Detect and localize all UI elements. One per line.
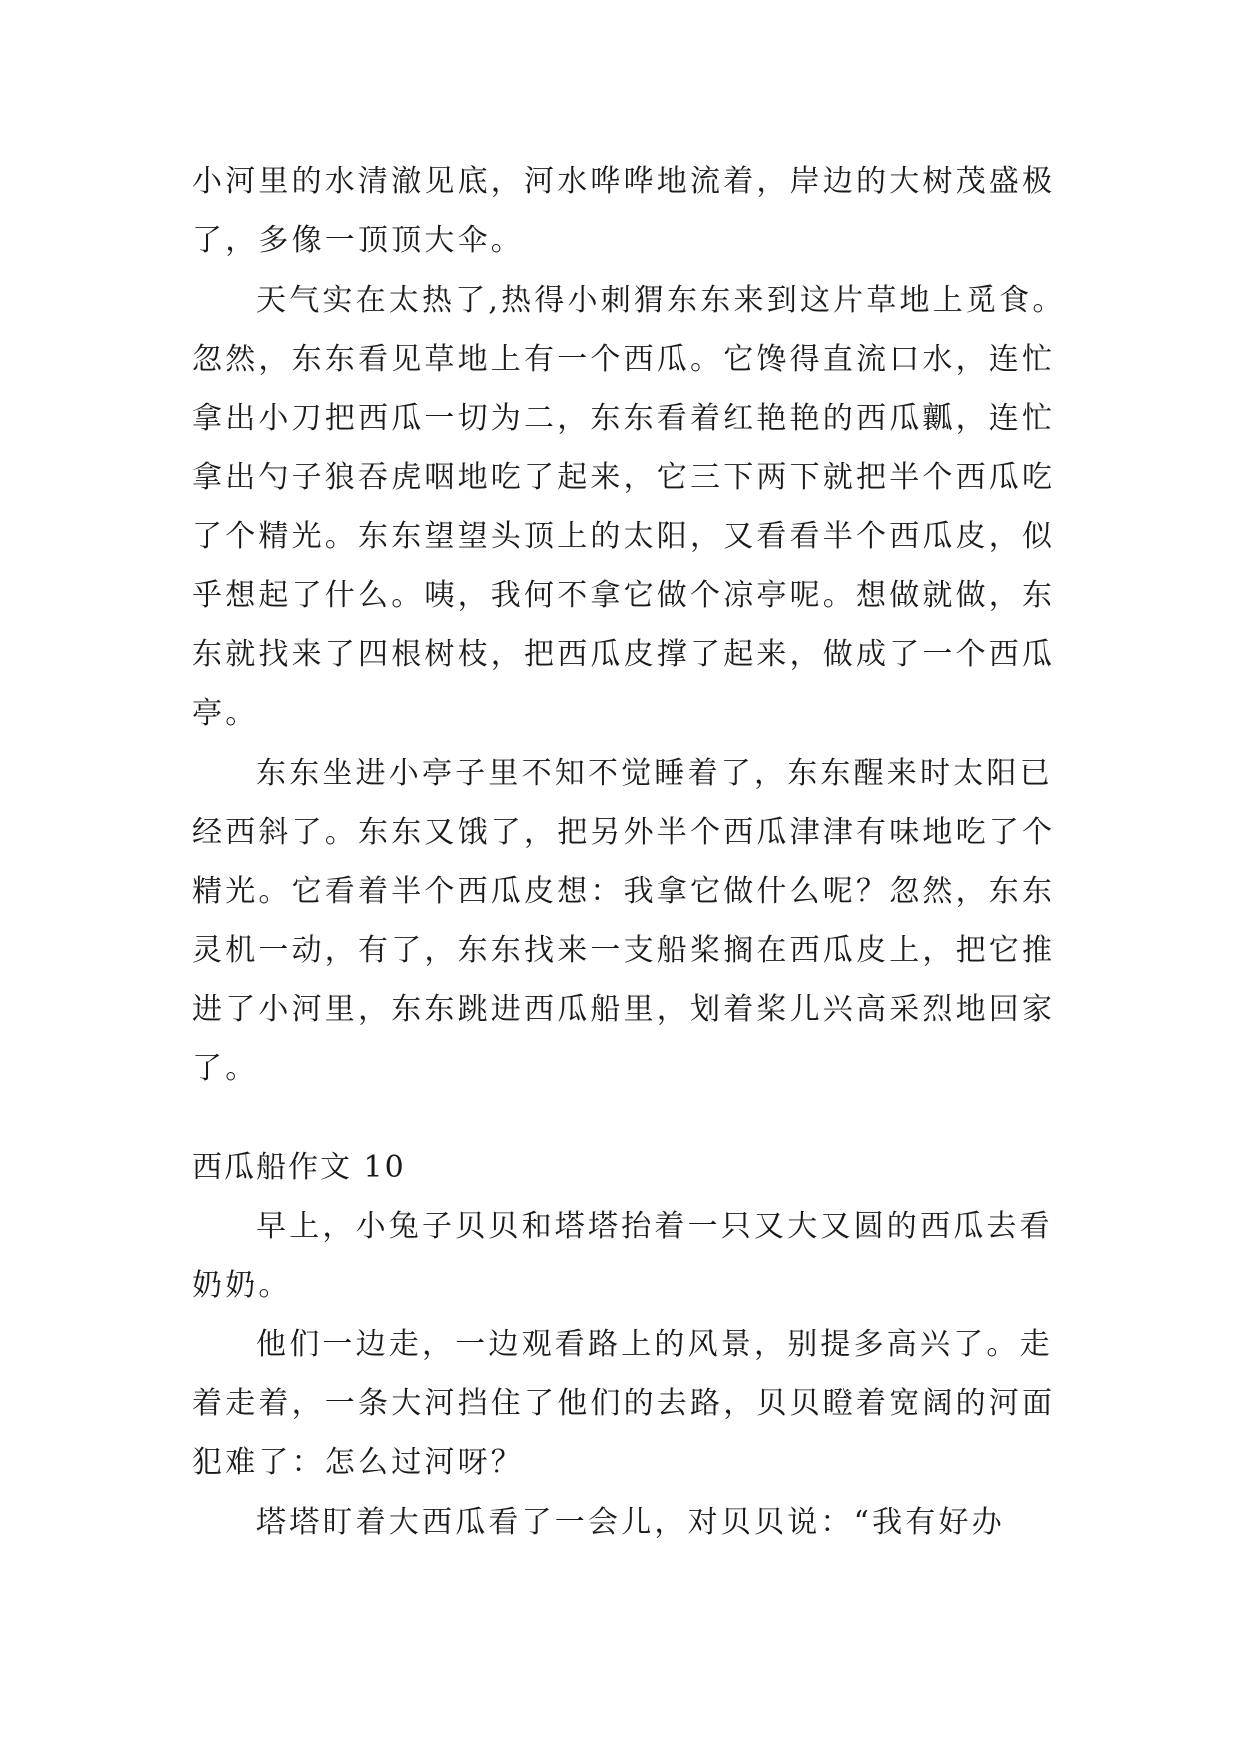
text-line: 东东坐进小亭子里不知不觉睡着了，东东醒来时太阳已 bbox=[256, 756, 1053, 791]
text-line: 灵机一动，有了，东东找来一支船桨搁在西瓜皮上，把它推 bbox=[192, 933, 1056, 968]
text-line: 天气实在太热了,热得小刺猬东东来到这片草地上觅食。 bbox=[256, 283, 1066, 318]
text-line: 早上，小兔子贝贝和塔塔抬着一只又大又圆的西瓜去看 bbox=[256, 1209, 1053, 1244]
text-line: 东就找来了四根树枝，把西瓜皮撑了起来，做成了一个西瓜 bbox=[192, 637, 1056, 672]
text-line: 犯难了：怎么过河呀？ bbox=[192, 1445, 524, 1480]
text-line: 乎想起了什么。咦，我何不拿它做个凉亭呢。想做就做，东 bbox=[192, 578, 1056, 613]
text-line: 小河里的水清澈见底，河水哗哗地流着，岸边的大树茂盛极 bbox=[192, 164, 1056, 199]
text-line: 着走着，一条大河挡住了他们的去路，贝贝瞪着宽阔的河面 bbox=[192, 1386, 1056, 1421]
text-line: 了，多像一顶顶大伞。 bbox=[192, 223, 524, 258]
text-line: 了。 bbox=[192, 1051, 259, 1086]
text-line: 经西斜了。东东又饿了，把另外半个西瓜津津有味地吃了个 bbox=[192, 815, 1056, 850]
section-heading: 西瓜船作文 10 bbox=[192, 1150, 406, 1185]
text-line: 塔塔盯着大西瓜看了一会儿，对贝贝说：“我有好办 bbox=[256, 1505, 1005, 1540]
text-line: 了个精光。东东望望头顶上的太阳，又看看半个西瓜皮，似 bbox=[192, 519, 1056, 554]
text-line: 进了小河里，东东跳进西瓜船里，划着桨儿兴高采烈地回家 bbox=[192, 992, 1056, 1027]
text-line: 忽然，东东看见草地上有一个西瓜。它馋得直流口水，连忙 bbox=[192, 342, 1056, 377]
text-line: 他们一边走，一边观看路上的风景，别提多高兴了。走 bbox=[256, 1327, 1053, 1362]
text-line: 奶奶。 bbox=[192, 1268, 292, 1303]
text-line: 亭。 bbox=[192, 696, 259, 731]
text-line: 拿出小刀把西瓜一切为二，东东看着红艳艳的西瓜瓤，连忙 bbox=[192, 401, 1056, 436]
text-line: 拿出勺子狼吞虎咽地吃了起来，它三下两下就把半个西瓜吃 bbox=[192, 460, 1056, 495]
text-line: 精光。它看着半个西瓜皮想：我拿它做什么呢？忽然，东东 bbox=[192, 874, 1056, 909]
